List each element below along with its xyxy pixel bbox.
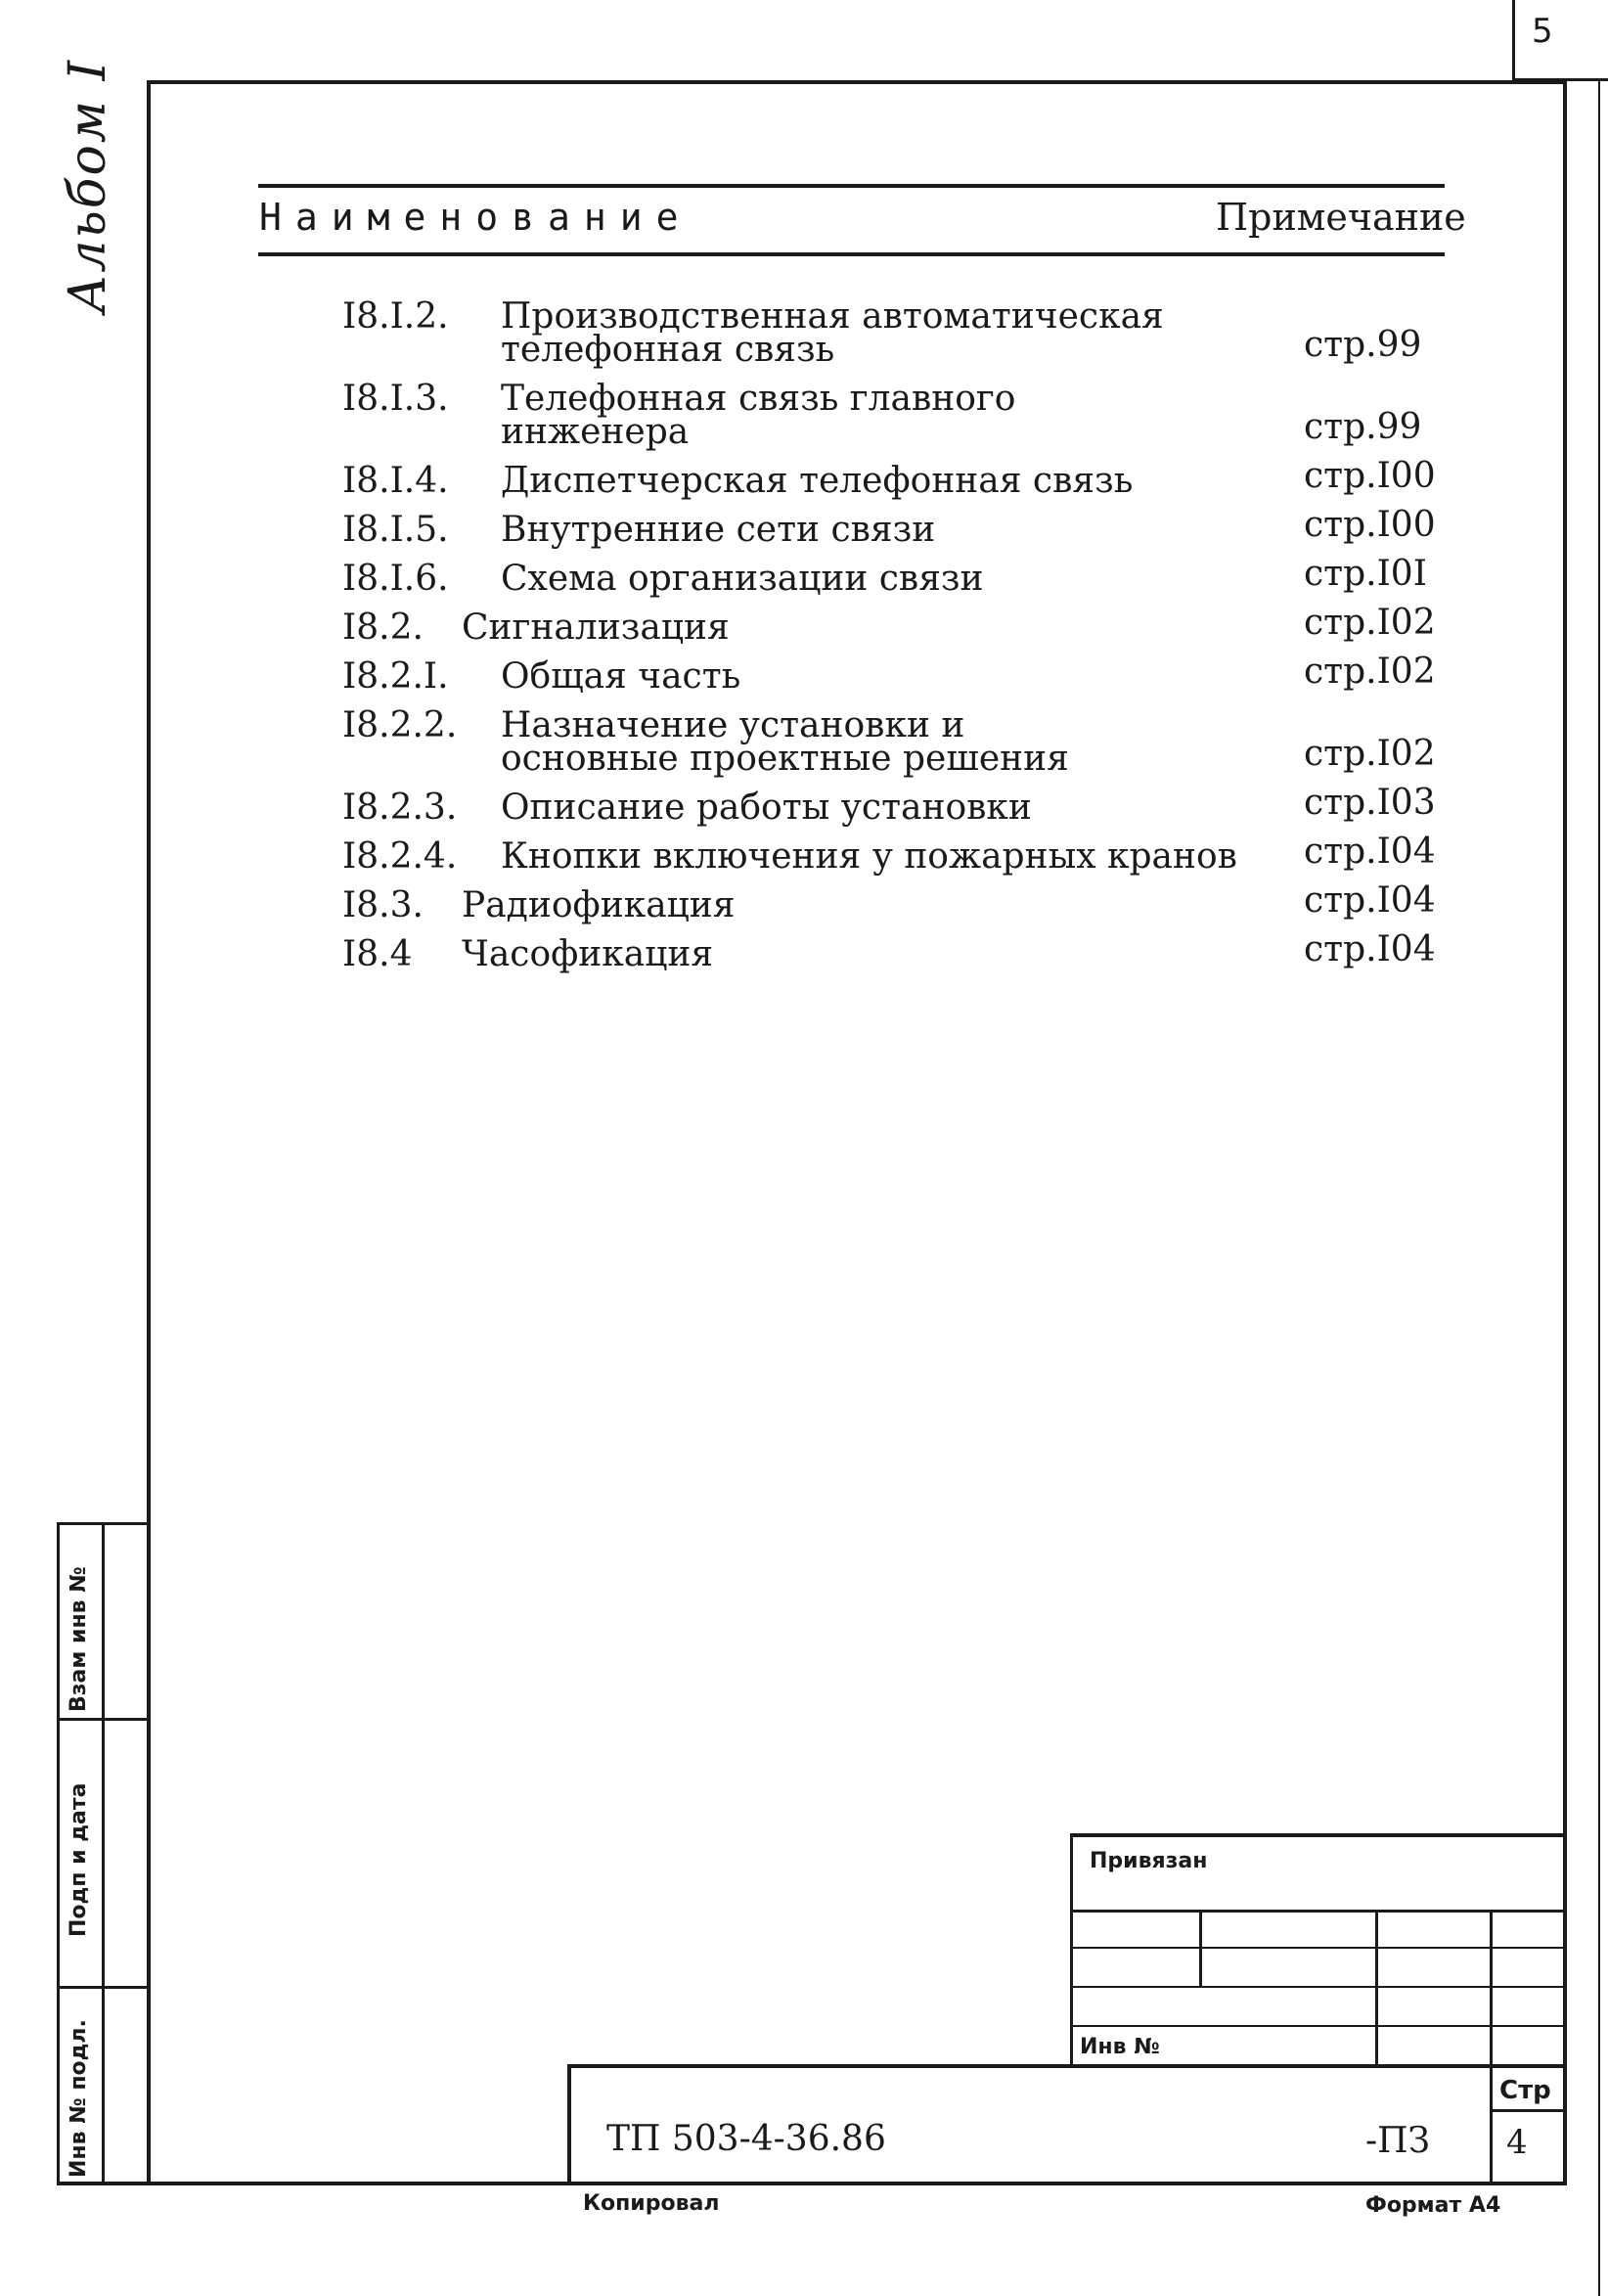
footer-kopiroval: Копировал [583, 2191, 720, 2216]
toc-entry-page: стр.I02 [1304, 603, 1436, 643]
column-header-name: Наименование [259, 196, 692, 239]
toc-entry-page: стр.I02 [1304, 734, 1436, 774]
tb-col-1 [1199, 1910, 1202, 1988]
toc-entry-title: Схема организации связи [501, 559, 984, 599]
frame-right [1563, 80, 1567, 2183]
tb-str-label: Стр [1499, 2076, 1551, 2105]
sheet-number: 4 [1506, 2123, 1528, 2162]
toc-entry-page: стр.I00 [1304, 505, 1436, 545]
tb-main-top [567, 2064, 1567, 2068]
frame-left [147, 80, 151, 2183]
outer-right-edge [1598, 80, 1600, 2296]
toc-entry-number: I8.3. [342, 885, 424, 925]
page-num-box-left [1512, 0, 1515, 78]
toc-entry-page: стр.99 [1304, 325, 1422, 365]
tb-privyazan-label: Привязан [1090, 1849, 1208, 1873]
toc-entry-title: Описание работы установки [501, 788, 1032, 828]
tb-privyazan-left [1070, 1833, 1073, 2068]
header-bottom-rule [258, 252, 1445, 256]
frame-top [147, 80, 1565, 84]
stamp-outer-left [57, 1522, 60, 2185]
toc-entry-title: Назначение установки и [501, 705, 965, 745]
toc-entry-page: стр.I04 [1304, 832, 1436, 872]
toc-entry-number: I8.I.6. [342, 559, 449, 599]
toc-entry-title: Диспетчерская телефонная связь [501, 461, 1134, 501]
toc-entry-number: I8.2.4. [342, 836, 458, 877]
toc-entry-number: I8.4 [342, 934, 413, 974]
toc-entry-title-cont: телефонная связь [501, 330, 835, 370]
toc-entry-number: I8.I.3. [342, 379, 449, 419]
toc-entry-title: Радиофикация [462, 885, 736, 925]
toc-entry-number: I8.2.2. [342, 705, 458, 745]
document-code: ТП 503-4-36.86 [606, 2119, 886, 2159]
toc-entry-page: стр.I04 [1304, 880, 1436, 921]
column-header-note: Примечание [1216, 196, 1466, 239]
stamp-div-1 [57, 1718, 149, 1721]
stamp-label-inv: Инв № подл. [67, 2019, 91, 2178]
toc-entry-number: I8.I.4. [342, 461, 449, 501]
stamp-top [57, 1522, 149, 1525]
toc-entry-page: стр.I02 [1304, 652, 1436, 692]
toc-entry-title: Внутренние сети связи [501, 510, 936, 550]
stamp-label-vzam: Взам инв № [67, 1566, 91, 1712]
frame-bottom [57, 2182, 1567, 2185]
toc-entry-title-cont: основные проектные решения [501, 739, 1069, 779]
toc-entry-number: I8.2. [342, 608, 424, 648]
toc-entry-title: Кнопки включения у пожарных кранов [501, 836, 1237, 877]
tb-col-2 [1375, 1910, 1378, 2066]
toc-entry-page: стр.I0I [1304, 554, 1427, 594]
toc-entry-page: стр.I03 [1304, 783, 1436, 823]
toc-entry-title-cont: инженера [501, 412, 690, 452]
toc-entry-title: Общая часть [501, 656, 741, 697]
toc-entry-title: Сигнализация [462, 608, 730, 648]
toc-entry-page: стр.I00 [1304, 456, 1436, 496]
album-mark: Альбом I [59, 58, 117, 313]
tb-privyazan-top [1070, 1833, 1567, 1837]
page-number: 5 [1532, 12, 1553, 51]
stamp-inner-left [102, 1522, 105, 2185]
toc-entry-number: I8.2.I. [342, 656, 449, 697]
toc-entry-number: I8.I.2. [342, 296, 449, 337]
toc-entry-page: стр.I04 [1304, 929, 1436, 969]
footer-format: Формат А4 [1365, 2193, 1501, 2218]
header-top-rule [258, 184, 1445, 188]
toc-entry-title: Производственная автоматическая [501, 296, 1164, 337]
toc-entry-number: I8.2.3. [342, 788, 458, 828]
toc-entry-number: I8.I.5. [342, 510, 449, 550]
stamp-label-podp: Подп и дата [67, 1782, 91, 1937]
tb-str-row [1490, 2109, 1567, 2112]
toc-entry-page: стр.99 [1304, 407, 1422, 447]
stamp-div-2 [57, 1986, 149, 1989]
tb-col-3 [1490, 1910, 1493, 2183]
toc-entry-title: Часофикация [462, 934, 714, 974]
toc-entry-title: Телефонная связь главного [501, 379, 1016, 419]
tb-main-left [567, 2064, 571, 2183]
tb-inv-no-label: Инв № [1080, 2035, 1160, 2059]
document-suffix: -ПЗ [1365, 2121, 1430, 2161]
